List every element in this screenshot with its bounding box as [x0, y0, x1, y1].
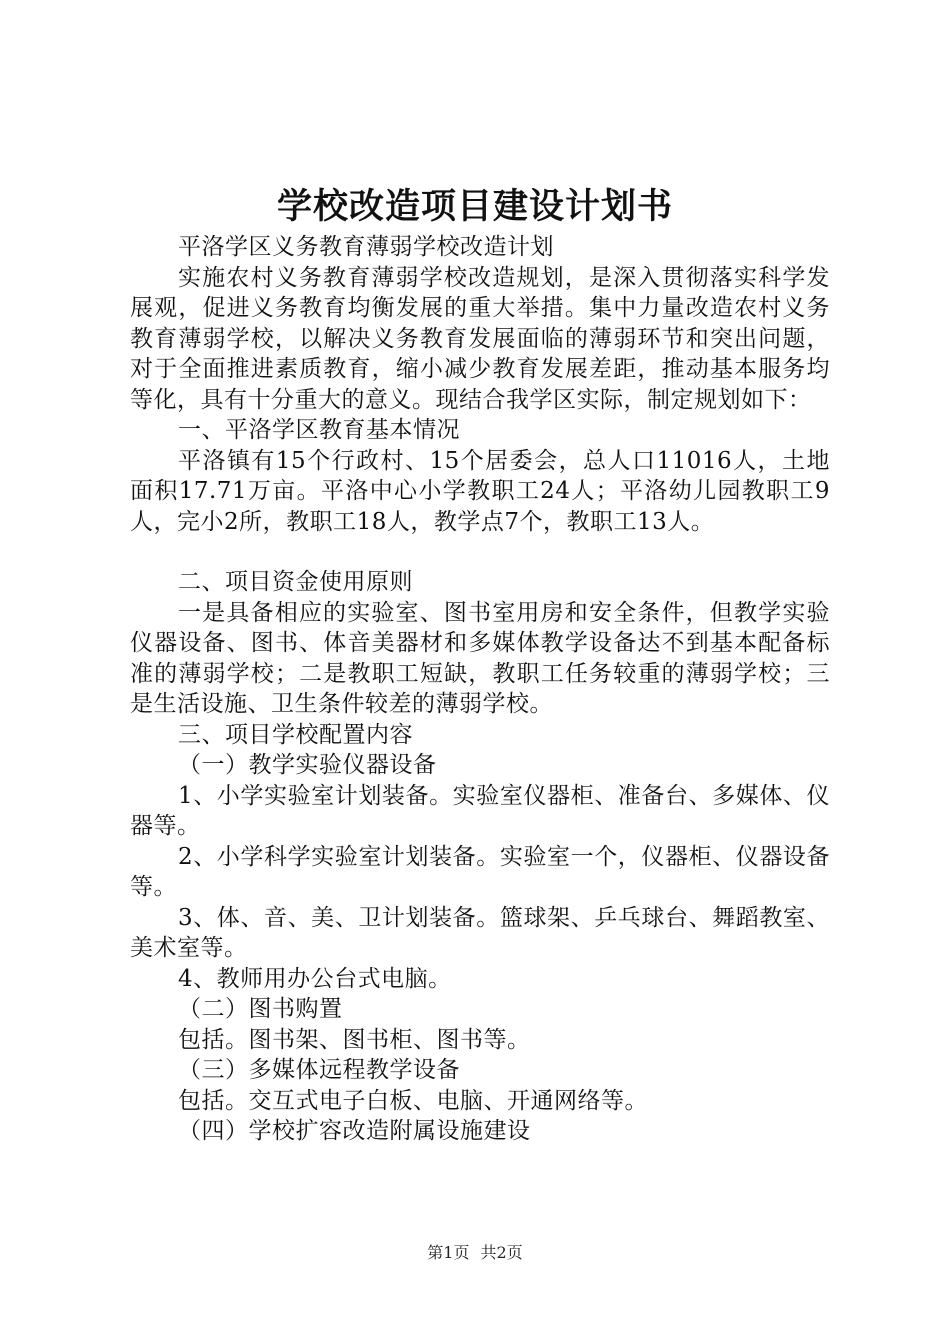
page-total: 共2页: [480, 1243, 523, 1262]
subsection-heading-4: （四）学校扩容改造附属设施建设: [178, 1118, 531, 1144]
paragraph-principles: 一是具备相应的实验室、图书室用房和安全条件，但教学实验仪器设备、图书、体音美器材和多媒体教学设备达不到基本配备标准的薄弱学校；二是教职工短缺，教职工任务较重的薄弱学校；三是生活设施、卫生条件较差的薄弱学校。: [130, 599, 830, 717]
subsection-heading-3: （三）多媒体远程教学设备: [178, 1057, 460, 1083]
subsection-heading-2: （二）图书购置: [178, 996, 343, 1022]
section-heading-2: 二、项目资金使用原则: [178, 569, 413, 595]
subsection-heading-1: （一）教学实验仪器设备: [178, 752, 437, 778]
list-item-3: 3、体、音、美、卫计划装备。篮球架、乒乓球台、舞蹈教室、美术室等。: [130, 904, 830, 961]
section-heading-1: 一、平洛学区教育基本情况: [178, 417, 460, 443]
paragraph-multimedia: 包括。交互式电子白板、电脑、开通网络等。: [178, 1087, 648, 1114]
page-number: 第1页: [427, 1243, 470, 1262]
section-heading-3: 三、项目学校配置内容: [178, 721, 413, 748]
paragraph-basic-info: 平洛镇有15个行政村、15个居委会，总人口11016人，土地面积17.71万亩。平洛中心小学教职工24人；平洛幼儿园教职工9人，完小2所，教职工18人，教学点7个，教职工13人。: [130, 447, 830, 535]
list-item-4: 4、教师用办公台式电脑。: [178, 965, 452, 992]
paragraph-subtitle: 平洛学区义务教育薄弱学校改造计划: [178, 234, 554, 260]
document-title: 学校改造项目建设计划书: [276, 186, 673, 227]
paragraph-books: 包括。图书架、图书柜、图书等。: [178, 1026, 531, 1053]
page-footer: [0, 1242, 950, 1264]
list-item-1: 1、小学实验室计划装备。实验室仪器柜、准备台、多媒体、仪器等。: [130, 782, 830, 839]
paragraph-gap: [130, 537, 830, 567]
paragraph-intro: 实施农村义务教育薄弱学校改造规划，是深入贯彻落实科学发展观，促进义务教育均衡发展的重大举措。集中力量改造农村义务教育薄弱学校，以解决义务教育发展面临的薄弱环节和突出问题，对于全面推进素质教育，缩小减少教育发展差距，推动基本服务均等化，具有十分重大的意义。现结合我学区实际，制定规划如下：: [130, 264, 830, 413]
list-item-2: 2、小学科学实验室计划装备。实验室一个，仪器柜、仪器设备等。: [130, 843, 830, 900]
document-body: [130, 232, 830, 1147]
